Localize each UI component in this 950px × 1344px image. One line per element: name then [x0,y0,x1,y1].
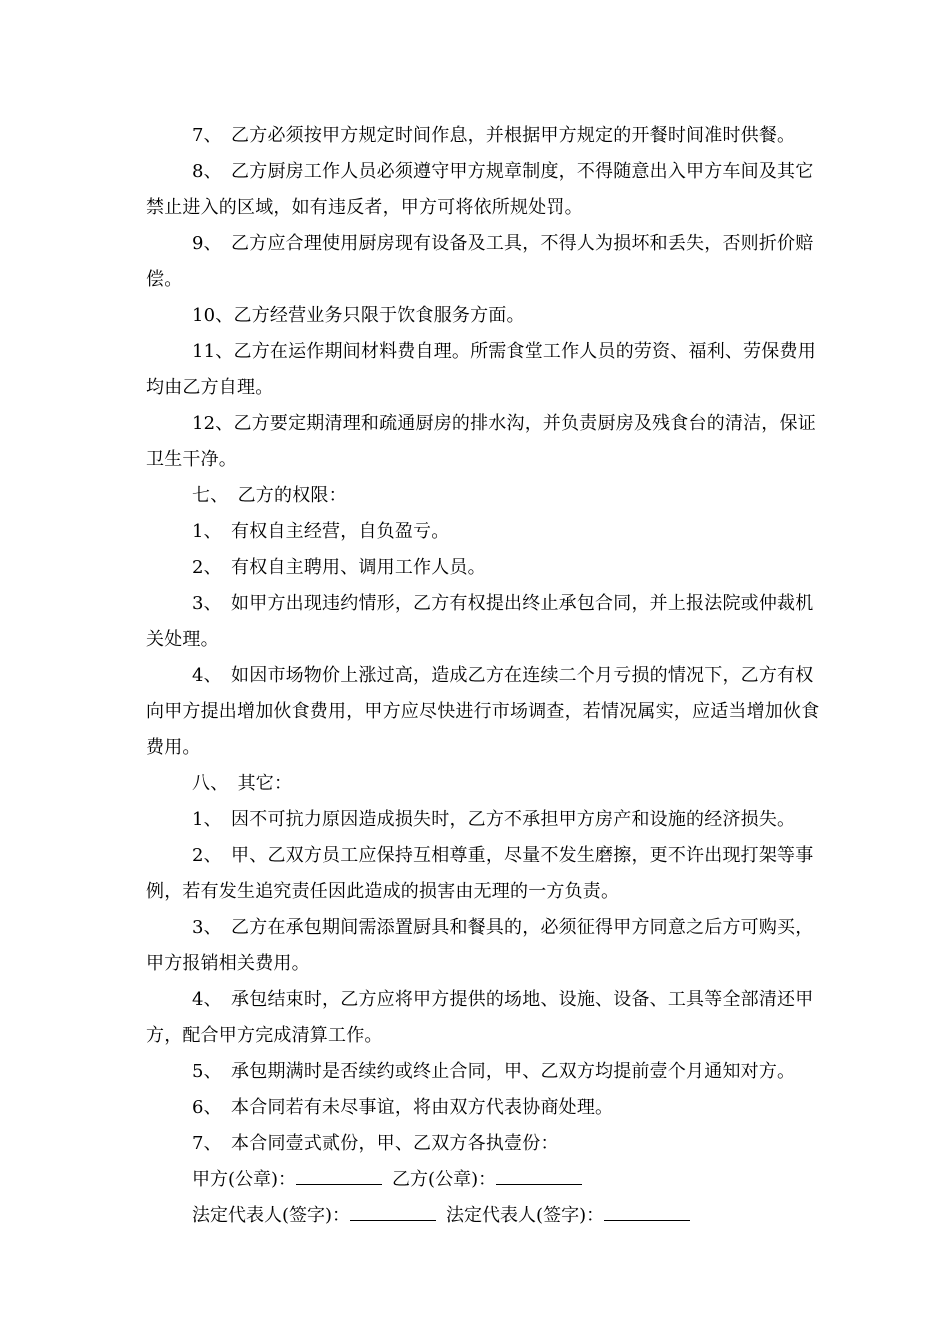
paragraph: 10、乙方经营业务只限于饮食服务方面。 [192,305,525,326]
paragraph: 6、 本合同若有未尽事谊，将由双方代表协商处理。 [192,1097,614,1118]
rep-a-blank [350,1202,436,1221]
paragraph: 12、乙方要定期清理和疏通厨房的排水沟，并负责厨房及残食台的清洁，保证卫生干净。 [146,413,816,470]
paragraph: 3、 如甲方出现违约情形，乙方有权提出终止承包合同，并上报法院或仲裁机关处理。 [146,593,814,650]
paragraph: 7、 本合同壹式贰份，甲、乙双方各执壹份： [192,1133,559,1154]
section-heading: 八、 其它： [192,773,293,794]
party-b-seal-label: 乙方(公章)： [392,1169,497,1190]
paragraph: 1、 因不可抗力原因造成损失时，乙方不承担甲方房产和设施的经济损失。 [192,809,796,830]
party-a-seal-blank [296,1166,382,1185]
section-heading: 七、 乙方的权限： [192,485,347,506]
paragraph: 2、 有权自主聘用、调用工作人员。 [192,557,486,578]
paragraph: 7、 乙方必须按甲方规定时间作息，并根据甲方规定的开餐时间准时供餐。 [192,125,796,146]
paragraph: 3、 乙方在承包期间需添置厨具和餐具的，必须征得甲方同意之后方可购买，甲方报销相关费用。 [146,917,814,974]
rep-a-label: 法定代表人(签字)： [192,1205,351,1226]
paragraph: 5、 承包期满时是否续约或终止合同，甲、乙双方均提前壹个月通知对方。 [192,1061,796,1082]
paragraph: 2、 甲、乙双方员工应保持互相尊重，尽量不发生磨擦，更不许出现打架等事例，若有发生追究责任因此造成的损害由无理的一方负责。 [146,845,814,902]
rep-b-blank [604,1202,690,1221]
party-a-seal-label: 甲方(公章)： [192,1169,297,1190]
paragraph: 9、 乙方应合理使用厨房现有设备及工具，不得人为损坏和丢失，否则折价赔偿。 [146,233,814,290]
paragraph: 11、乙方在运作期间材料费自理。所需食堂工作人员的劳资、福利、劳保费用均由乙方自理。 [146,341,816,398]
rep-b-label: 法定代表人(签字)： [446,1205,605,1226]
party-b-seal-blank [496,1166,582,1185]
paragraph: 4、 承包结束时，乙方应将甲方提供的场地、设施、设备、工具等全部清还甲方，配合甲方完成清算工作。 [146,989,814,1046]
paragraph: 8、 乙方厨房工作人员必须遵守甲方规章制度，不得随意出入甲方车间及其它禁止进入的区域，如有违反者，甲方可将依所规处罚。 [146,161,814,218]
paragraph: 1、 有权自主经营，自负盈亏。 [192,521,450,542]
document-body [146,118,826,1234]
paragraph: 4、 如因市场物价上涨过高，造成乙方在连续二个月亏损的情况下，乙方有权向甲方提出增加伙食费用，甲方应尽快进行市场调查，若情况属实，应适当增加伙食费用。 [146,665,820,758]
seal-line [146,1162,826,1198]
representative-line [146,1198,826,1234]
